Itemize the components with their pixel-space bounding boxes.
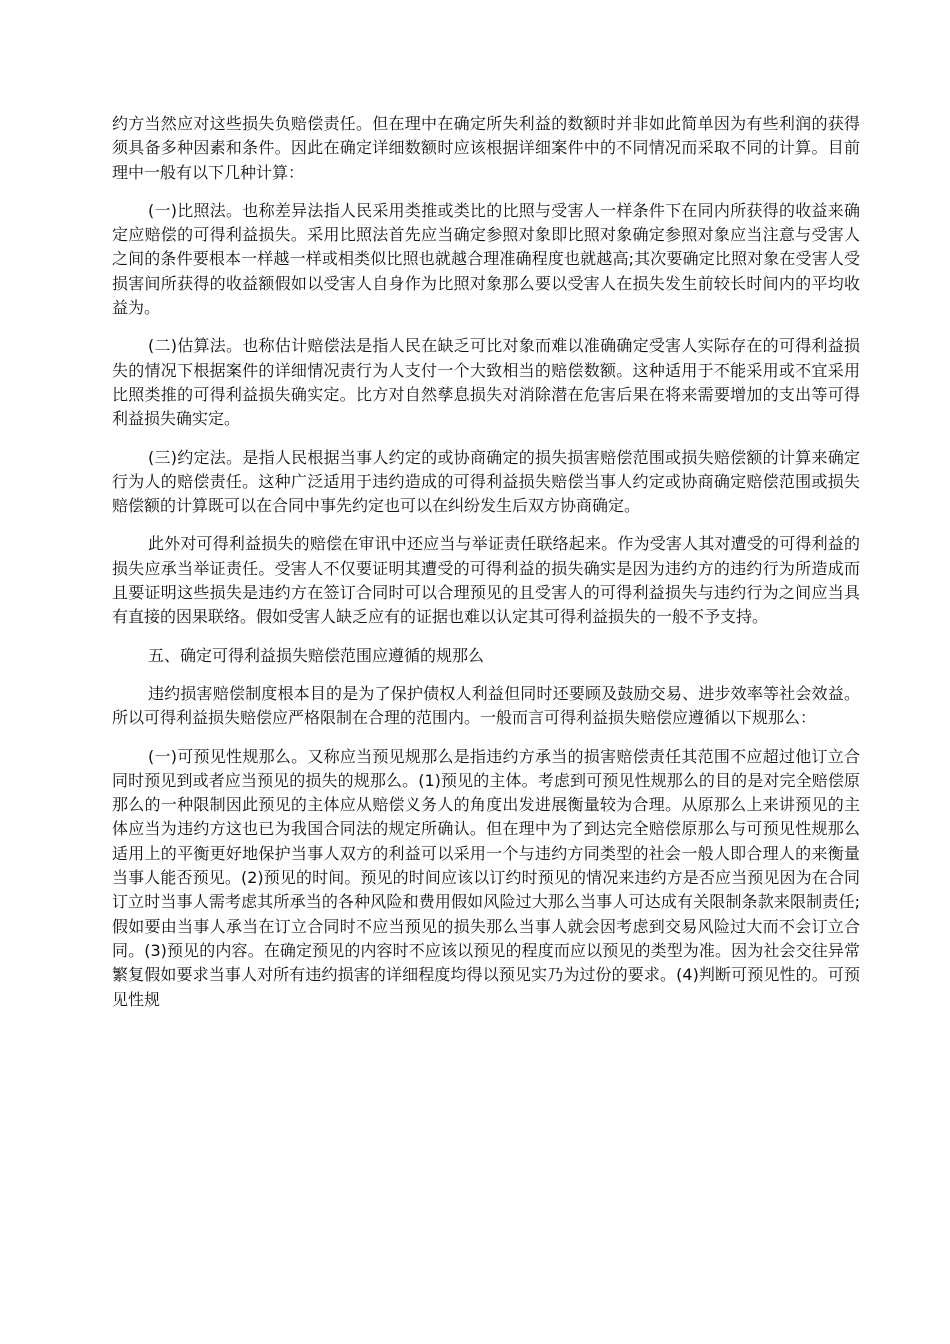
paragraph-agreement-method: (三)约定法。是指人民根据当事人约定的或协商确定的损失损害赔偿范围或损失赔偿额的计算来确定行为人的赔偿责任。这种广泛适用于违约造成的可得利益损失赔偿当事人约定或协商确定赔偿范围或损失赔偿额的计算既可以在合同中事先约定也可以在纠纷发生后双方协商确定。	[112, 447, 860, 516]
document-page	[112, 112, 860, 1026]
paragraph-foreseeability-rule: (一)可预见性规那么。又称应当预见规那么是指违约方承当的损害赔偿责任其范围不应超过他订立合同时预见到或者应当预见的损失的规那么。(1)预见的主体。考虑到可预见性规那么的目的是对完全赔偿原那么的一种限制因此预见的主体应从赔偿义务人的角度出发进展衡量较为合理。从原那么上来讲预见的主体应当为违约方这也已为我国合同法的规定所确认。但在理中为了到达完全赔偿原那么与可预见性规那么适用上的平衡更好地保护当事人双方的利益可以采用一个与违约方同类型的社会一般人即合理人的来衡量当事人能否预见。(2)预见的时间。预见的时间应该以订约时预见的情况来违约方是否应当预见因为在合同订立时当事人需考虑其所承当的各种风险和费用假如风险过大那么当事人可达成有关限制条款来限制责任;假如要由当事人承当在订立合同时不应当预见的损失那么当事人就会因考虑到交易风险过大而不会订立合同。(3)预见的内容。在确定预见的内容时不应该以预见的程度而应以预见的类型为准。因为社会交往异常繁复假如要求当事人对所有违约损害的详细程度均得以预见实乃为过份的要求。(4)判断可预见性的。可预见性规	[112, 746, 860, 1009]
paragraph-estimation-method: (二)估算法。也称估计赔偿法是指人民在缺乏可比对象而难以准确确定受害人实际存在的可得利益损失的情况下根据案件的详细情况责行为人支付一个大致相当的赔偿数额。这种适用于不能采用或不宜采用比照类推的可得利益损失确实定。比方对自然孳息损失对消除潜在危害后果在将来需要增加的支出等可得利益损失确实定。	[112, 336, 860, 429]
section-heading-five: 五、确定可得利益损失赔偿范围应遵循的规那么	[148, 645, 485, 665]
paragraph-continuation: 约方当然应对这些损失负赔偿责任。但在理中在确定所失利益的数额时并非如此简单因为有些利润的获得须具备多种因素和条件。因此在确定详细数额时应该根据详细案件中的不同情况而采取不同的计算。目前理中一般有以下几种计算：	[112, 114, 860, 182]
paragraph-comparison-method: (一)比照法。也称差异法指人民采用类推或类比的比照与受害人一样条件下在同内所获得的收益来确定应赔偿的可得利益损失。采用比照法首先应当确定参照对象即比照对象确定参照对象应当注意与受害人之间的条件要根本一样越一样或相类似比照也就越合理准确程度也就越高;其次要确定比照对象在受害人受损害间所获得的收益额假如以受害人自身作为比照对象那么要以受害人在损失发生前较长时间内的平均收益为。	[112, 200, 860, 318]
paragraph-burden-of-proof: 此外对可得利益损失的赔偿在审讯中还应当与举证责任联络起来。作为受害人其对遭受的可得利益的损失应承当举证责任。受害人不仅要证明其遭受的可得利益的损失确实是因为违约方的违约行为所造成而且要证明这些损失是违约方在签订合同时可以合理预见的且受害人的可得利益损失与违约行为之间应当具有直接的因果联络。假如受害人缺乏应有的证据也难以认定其可得利益损失的一般不予支持。	[112, 534, 860, 627]
paragraph-purpose: 违约损害赔偿制度根本目的是为了保护债权人利益但同时还要顾及鼓励交易、进步效率等社会效益。所以可得利益损失赔偿应严格限制在合理的范围内。一般而言可得利益损失赔偿应遵循以下规那么：	[112, 683, 860, 728]
